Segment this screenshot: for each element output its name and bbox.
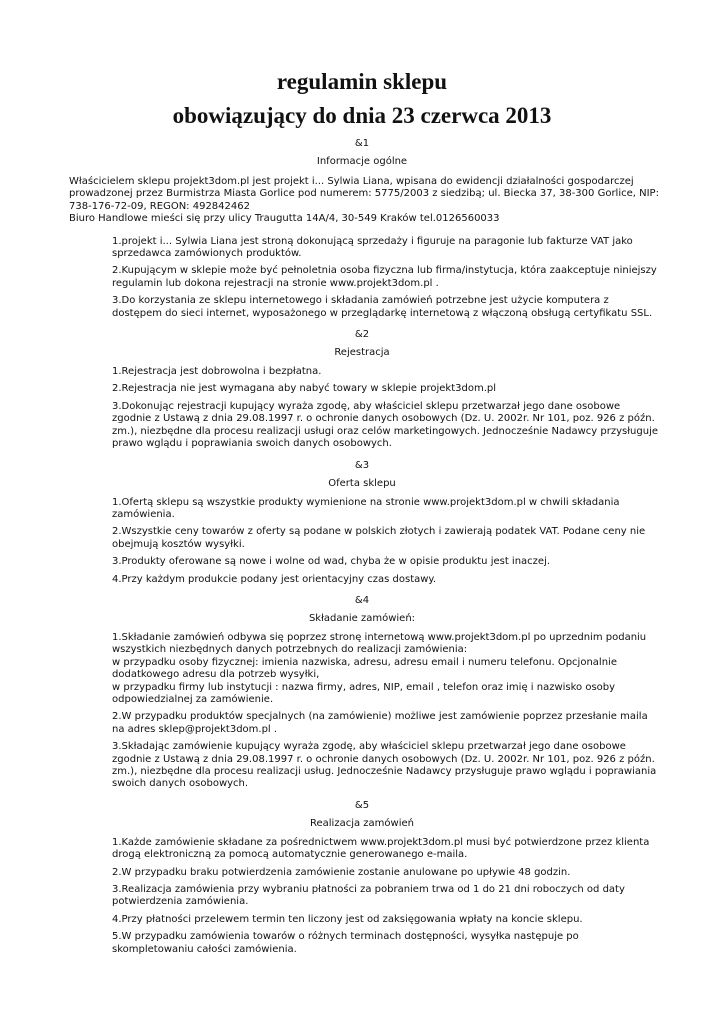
section-number: &2 <box>354 329 370 341</box>
list-item: 4.Przy każdym produkcie podany jest orientacyjny czas dostawy. <box>112 573 437 585</box>
section-title: Oferta sklepu <box>328 477 396 489</box>
section-title: Składanie zamówień: <box>308 612 416 624</box>
list-item: 1.Ofertą sklepu są wszystkie produkty wymienione na stronie www.projekt3dom.pl w chwili składania zamówienia. <box>112 496 620 520</box>
section-number: &1 <box>354 138 370 149</box>
list-item: 3.Do korzystania ze sklepu internetowego i składania zamówień potrzebne jest użycie komputera z dostępem do sieci internet, wyposażonego w przeglądarkę internetową z włączoną obsługą certyfikatu SSL. <box>112 295 653 319</box>
section-number: &5 <box>354 799 370 811</box>
list-item: 5.W przypadku zamówienia towarów o różnych terminach dostępności, wysyłka następuje po skompletowaniu całości zamówienia. <box>112 931 579 955</box>
list-item: 3.Realizacja zamówienia przy wybraniu płatności za pobraniem trwa od 1 do 21 dni roboczych od daty potwierdzenia zamówienia. <box>112 884 625 908</box>
document-title: regulamin sklepu <box>276 69 448 94</box>
section-title: Informacje ogólne <box>316 156 408 167</box>
list-item: 3.Produkty oferowane są nowe i wolne od wad, chyba że w opisie produktu jest inaczej. <box>112 556 551 568</box>
office-paragraph: Biuro Handlowe mieści się przy ulicy Traugutta 14A/4, 30-549 Kraków tel.0126560033 <box>69 213 500 225</box>
list-item: 2.Kupującym w sklepie może być pełnoletnia osoba fizyczna lub firma/instytucja, która zaakceptuje niniejszy regulamin lub dokona rejestracji na stronie www.projekt3dom.pl . <box>112 265 657 289</box>
document-subtitle: obowiązujący do dnia 23 czerwca 2013 <box>172 103 552 128</box>
list-item: 2.W przypadku braku potwierdzenia zamówienie zostanie anulowane po upływie 48 godzin. <box>112 866 571 878</box>
list-item: 2.W przypadku produktów specjalnych (na zamówienie) możliwe jest zamówienie poprzez przesłanie maila na adres sklep@projekt3dom.pl . <box>112 711 648 735</box>
list-item: 1.Składanie zamówień odbywa się poprzez stronę internetową www.projekt3dom.pl po uprzednim podaniu wszystkich niezbędnych danych potrzebnych do realizacji zamówienia: w przypadku osoby fizycznej: imienia nazwiska, adresu, adresu email i numeru telefonu. Opcjonalnie dodatkowego adresu dla potrzeb wysyłki, w przypadku firmy lub instytucji : nazwa firmy, adres, NIP, email , telefon oraz imię i nazwisko osoby odpowiedzialnej za zamówienie. <box>112 631 647 705</box>
list-item: 4.Przy płatności przelewem termin ten liczony jest od zaksięgowania wpłaty na koncie sklepu. <box>112 913 583 925</box>
list-item: 3.Składając zamówienie kupujący wyraża zgodę, aby właściciel sklepu przetwarzał jego dane osobowe zgodnie z Ustawą z dnia 29.08.1997 r. o ochronie danych osobowych (Dz. U. 2002r. Nr 101, poz. 926 z późn. zm.), niezbędne dla procesu realizacji usług. Jednocześnie Nadawcy przysługuje prawo wglądu i poprawiania swoich danych osobowych. <box>112 741 657 790</box>
list-item: 2.Rejestracja nie jest wymagana aby nabyć towary w sklepie projekt3dom.pl <box>112 383 497 395</box>
list-item: 3.Dokonując rejestracji kupujący wyraża zgodę, aby właściciel sklepu przetwarzał jego dane osobowe zgodnie z Ustawą z dnia 29.08.1997 r. o ochronie danych osobowych (Dz. U. 2002r. Nr 101, poz. 926 z późn. zm.), niezbędne dla procesu realizacji usługi oraz celów marketingowych. Jednocześnie Nadawcy przysługuje prawo wglądu i poprawiania swoich danych osobowych. <box>112 400 659 450</box>
list-item: 1.projekt i... Sylwia Liana jest stroną dokonującą sprzedaży i figuruje na paragonie lub fakturze VAT jako sprzedawca zamówionych produktów. <box>112 235 633 260</box>
section-number: &4 <box>354 594 370 606</box>
section-number: &3 <box>354 459 370 471</box>
list-item: 1.Każde zamówienie składane za pośrednictwem www.projekt3dom.pl musi być potwierdzone przez klienta drogą elektroniczną za pomocą automatycznie generowanego e-maila. <box>112 836 650 861</box>
section-title: Realizacja zamówień <box>310 817 414 829</box>
section-title: Rejestracja <box>334 347 390 359</box>
list-item: 2.Wszystkie ceny towarów z oferty są podane w polskich złotych i zawierają podatek VAT. Podane ceny nie obejmują kosztów wysyłki. <box>112 526 646 550</box>
list-item: 1.Rejestracja jest dobrowolna i bezpłatna. <box>112 366 322 378</box>
owner-paragraph: Właścicielem sklepu projekt3dom.pl jest projekt i... Sylwia Liana, wpisana do ewidencji działalności gospodarczej prowadzonej przez Burmistrza Miasta Gorlice pod numerem: 5775/2003 z siedzibą; ul. Biecka 37, 38-300 Gorlice, NIP: 738-176-72-09, REGON: 492842462 <box>69 176 659 212</box>
